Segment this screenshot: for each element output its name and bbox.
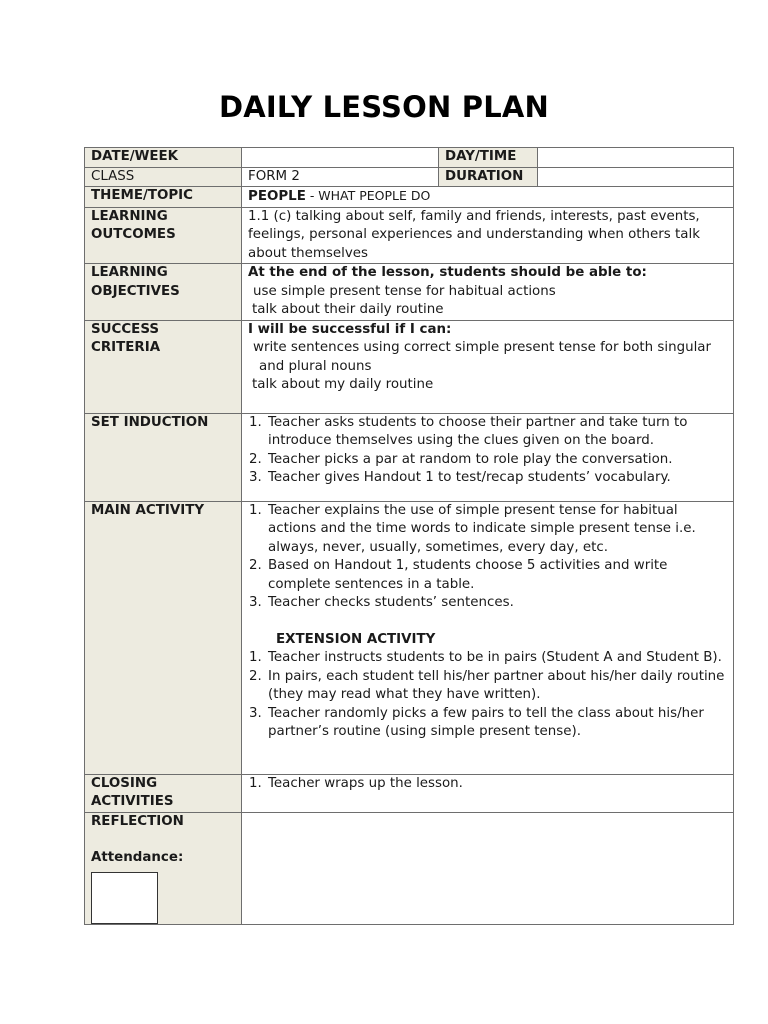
criteria-item-line: write sentences using correct simple present tense for both singular	[253, 340, 712, 355]
step-item: 3. Teacher randomly picks a few pairs to tell the class about his/her partner’s routine (using simple present tense).	[266, 705, 727, 742]
closing-steps	[248, 775, 727, 794]
step-item: 2. Based on Handout 1, students choose 5 activities and write complete sentences in a table.	[266, 557, 727, 594]
attendance-label: Attendance:	[91, 850, 184, 865]
row-closing-activities	[85, 774, 734, 812]
learning-objectives-label-line-1: LEARNING	[91, 265, 168, 280]
set-induction-label: SET INDUCTION	[85, 413, 242, 501]
learning-outcomes-label	[85, 207, 242, 264]
class-label: CLASS	[85, 167, 242, 187]
closing-activities-label	[85, 774, 242, 812]
row-reflection	[85, 812, 734, 924]
theme-rest: - WHAT PEOPLE DO	[305, 188, 431, 203]
day-time-value[interactable]	[538, 148, 734, 168]
page-title: DAILY LESSON PLAN	[219, 90, 549, 124]
learning-outcomes-label-line-2: OUTCOMES	[91, 227, 176, 242]
date-week-label: DATE/WEEK	[85, 148, 242, 168]
step-item: 1. Teacher explains the use of simple present tense for habitual actions and the time words to indicate simple present tense i.e. always, never, usually, sometimes, every day, etc.	[266, 502, 727, 558]
closing-label-line-2: ACTIVITIES	[91, 794, 174, 809]
learning-outcomes-text: 1.1 (c) talking about self, family and friends, interests, past events, feelings, personal experiences and understanding when others talk about themselves	[242, 207, 734, 264]
reflection-label-cell	[85, 812, 242, 924]
day-time-label: DAY/TIME	[439, 148, 538, 168]
step-item: 3. Teacher gives Handout 1 to test/recap students’ vocabulary.	[266, 469, 727, 488]
theme-label: THEME/TOPIC	[85, 187, 242, 208]
step-item: 3. Teacher checks students’ sentences.	[266, 594, 727, 613]
step-item: 1. Teacher instructs students to be in pairs (Student A and Student B).	[266, 649, 727, 668]
row-set-induction	[85, 413, 734, 501]
set-induction-content	[242, 413, 734, 501]
duration-label: DURATION	[439, 167, 538, 187]
main-activity-label: MAIN ACTIVITY	[85, 501, 242, 774]
objective-item: use simple present tense for habitual actions	[253, 283, 556, 299]
main-activity-steps	[248, 502, 727, 613]
theme-bold: PEOPLE	[248, 189, 306, 204]
row-class	[85, 167, 734, 187]
lesson-plan-table	[84, 147, 734, 925]
criteria-item-line: and plural nouns	[259, 358, 372, 374]
criteria-item: talk about my daily routine	[252, 377, 434, 392]
extension-activity-title: EXTENSION ACTIVITY	[276, 631, 436, 647]
success-criteria-label-line-2: CRITERIA	[91, 340, 161, 355]
objective-item: talk about their daily routine	[252, 302, 444, 317]
learning-objectives-label-line-2: OBJECTIVES	[91, 283, 180, 299]
extension-activity-steps	[248, 649, 727, 742]
success-criteria-label-line-1: SUCCESS	[91, 321, 160, 337]
learning-objectives-intro: At the end of the lesson, students should be able to:	[248, 265, 647, 280]
closing-activities-content	[242, 774, 734, 812]
main-activity-content	[242, 501, 734, 774]
learning-objectives-label	[85, 264, 242, 321]
attendance-box[interactable]	[91, 872, 158, 924]
reflection-label: REFLECTION	[91, 813, 184, 829]
row-learning-objectives	[85, 264, 734, 321]
step-item: 2. In pairs, each student tell his/her partner about his/her daily routine (they may read what they have written).	[266, 668, 727, 705]
step-item: 1. Teacher wraps up the lesson.	[266, 775, 727, 794]
step-item: 1. Teacher asks students to choose their partner and take turn to introduce themselves using the clues given on the board.	[266, 414, 727, 451]
row-date-week	[85, 148, 734, 168]
success-criteria-content	[242, 320, 734, 413]
row-success-criteria	[85, 320, 734, 413]
row-main-activity	[85, 501, 734, 774]
date-week-value[interactable]	[242, 148, 439, 168]
set-induction-steps	[248, 414, 727, 488]
success-criteria-label	[85, 320, 242, 413]
row-learning-outcomes	[85, 207, 734, 264]
duration-value[interactable]	[538, 167, 734, 187]
learning-objectives-content	[242, 264, 734, 321]
row-theme	[85, 187, 734, 208]
class-value[interactable]: FORM 2	[242, 167, 439, 187]
success-criteria-intro: I will be successful if I can:	[248, 321, 452, 337]
reflection-content[interactable]	[242, 812, 734, 924]
theme-value[interactable]	[242, 187, 734, 208]
closing-label-line-1: CLOSING	[91, 775, 158, 791]
learning-outcomes-label-line-1: LEARNING	[91, 208, 168, 224]
step-item: 2. Teacher picks a par at random to role play the conversation.	[266, 451, 727, 470]
